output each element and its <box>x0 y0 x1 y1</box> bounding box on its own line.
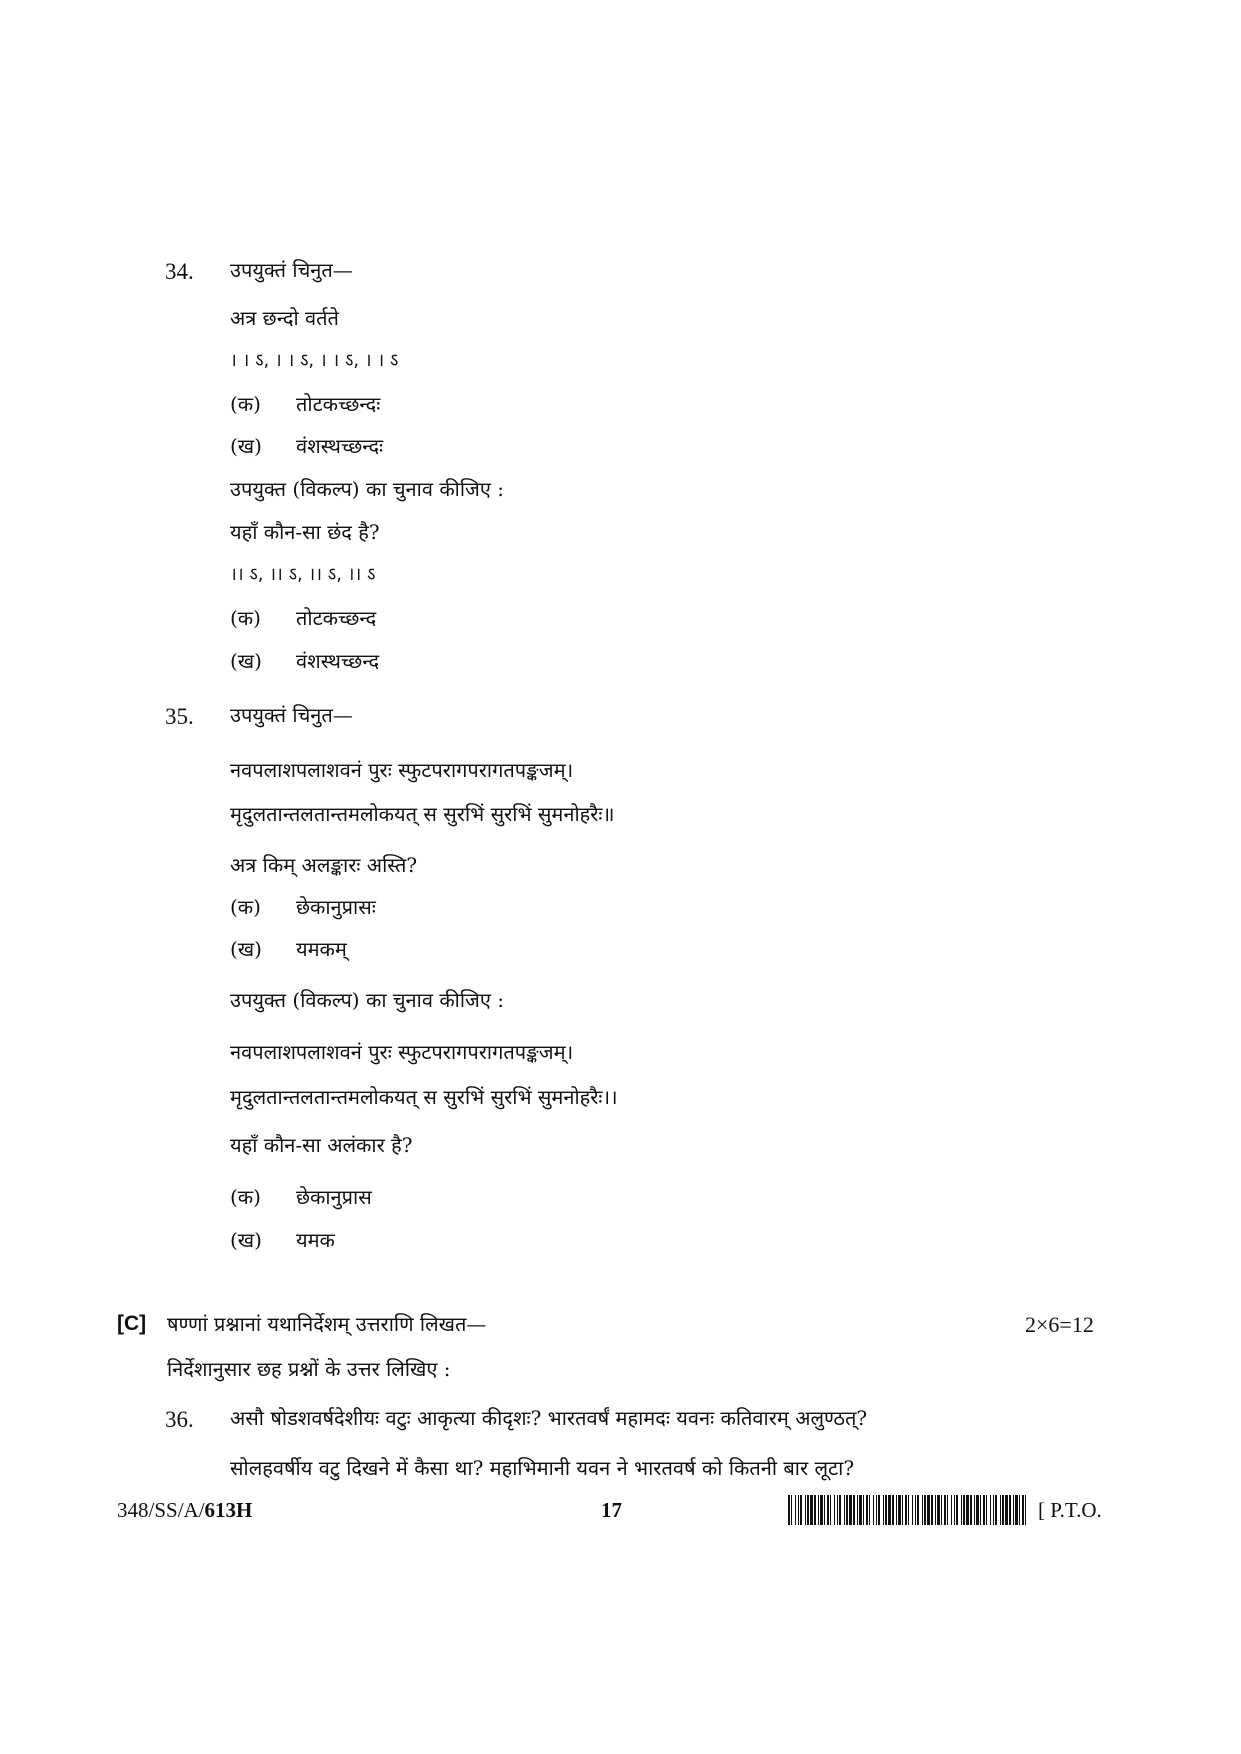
barcode-bar <box>846 1495 848 1525</box>
paper-code <box>117 1496 252 1524</box>
barcode-bar <box>844 1495 845 1525</box>
barcode-bar <box>927 1495 930 1525</box>
q34-heading-sanskrit: उपयुक्तं चिनुत— <box>230 258 353 282</box>
barcode-bar <box>995 1495 997 1525</box>
q36-text-sanskrit: असौ षोडशवर्षदेशीयः वटुः आकृत्या कीदृशः? भारतवर्षं महामदः यवनः कतिवारम् अलुण्ठत्? <box>230 1406 868 1430</box>
paper-code-bold: 613H <box>204 1498 253 1522</box>
q35-hindi-option-a-text: छेकानुप्रास <box>296 1185 372 1209</box>
q35-heading-hindi: उपयुक्त (विकल्प) का चुनाव कीजिए : <box>230 988 505 1012</box>
barcode-bar <box>966 1495 969 1525</box>
q36-text-hindi: सोलहवर्षीय वटु दिखने में कैसा था? महाभिमानी यवन ने भारतवर्ष को कितनी बार लूटा? <box>230 1456 855 1480</box>
barcode-bar <box>1022 1495 1024 1525</box>
barcode-bar <box>986 1495 987 1525</box>
q34-heading-hindi: उपयुक्त (विकल्प) का चुनाव कीजिए : <box>230 477 505 501</box>
q35-question-sanskrit: अत्र किम् अलङ्कारः अस्ति? <box>230 853 418 877</box>
barcode-bar <box>878 1495 880 1525</box>
barcode-bar <box>810 1495 813 1525</box>
section-c-marks: 2×6=12 <box>1025 1312 1094 1337</box>
barcode-bar <box>892 1495 894 1525</box>
barcode-bar <box>961 1495 962 1525</box>
barcode-bar <box>837 1495 838 1525</box>
barcode-bar <box>947 1495 948 1525</box>
q34-hindi-option-b-label: (ख) <box>230 649 262 673</box>
barcode-bar <box>944 1495 946 1525</box>
question-number-36: 36. <box>165 1407 194 1432</box>
q35-option-a-label: (क) <box>230 895 261 919</box>
q35-heading-sanskrit: उपयुक्तं चिनुत— <box>230 703 353 727</box>
barcode-bar <box>869 1495 870 1525</box>
barcode-bar <box>824 1495 825 1525</box>
barcode-bar <box>1019 1495 1020 1525</box>
barcode-bar <box>912 1495 913 1525</box>
barcode-bar <box>1009 1495 1011 1525</box>
barcode-bar <box>1005 1495 1008 1525</box>
barcode-bar <box>863 1495 864 1525</box>
barcode-bar <box>800 1495 802 1525</box>
barcode-bar <box>888 1495 891 1525</box>
paper-code-prefix: 348/SS/A/ <box>117 1498 205 1522</box>
barcode-bar <box>866 1495 868 1525</box>
barcode-bar <box>898 1495 901 1525</box>
barcode-bar <box>857 1495 858 1525</box>
barcode-bar <box>885 1495 887 1525</box>
barcode-bar <box>873 1495 874 1525</box>
barcode-bar <box>990 1495 991 1525</box>
q34-option-b-text: वंशस्थच्छन्दः <box>296 434 384 458</box>
q35-hindi-option-b-text: यमक <box>296 1228 335 1252</box>
barcode-bar <box>849 1495 852 1525</box>
barcode-bar <box>820 1495 823 1525</box>
q35-option-b-text: यमकम् <box>296 937 347 961</box>
barcode-bar <box>839 1495 841 1525</box>
barcode-bar <box>859 1495 862 1525</box>
barcode-bar <box>795 1495 796 1525</box>
barcode-bar <box>924 1495 926 1525</box>
barcode-bar <box>791 1495 792 1525</box>
barcode-bar <box>807 1495 809 1525</box>
barcode-bar <box>818 1495 819 1525</box>
question-number-35: 35. <box>165 704 194 729</box>
q34-option-a-label: (क) <box>230 392 261 416</box>
barcode-bar <box>983 1495 985 1525</box>
barcode-bar <box>827 1495 829 1525</box>
question-number-34: 34. <box>165 259 194 284</box>
barcode-bar <box>853 1495 855 1525</box>
barcode-bar <box>935 1495 936 1525</box>
barcode-bar <box>922 1495 923 1525</box>
q35-hindi-option-a-label: (क) <box>230 1185 261 1209</box>
barcode-bar <box>980 1495 981 1525</box>
section-c-label: [C] <box>117 1312 147 1335</box>
barcode-image <box>788 1495 1028 1525</box>
barcode-bar <box>883 1495 884 1525</box>
barcode-bar <box>931 1495 933 1525</box>
barcode-bar <box>915 1495 916 1525</box>
barcode-bar <box>805 1495 806 1525</box>
q34-line-hindi: यहाँ कौन-सा छंद है? <box>230 520 380 544</box>
q34-hindi-option-b-text: वंशस्थच्छन्द <box>296 649 380 673</box>
barcode-bar <box>798 1495 799 1525</box>
q35-hindi-option-b-label: (ख) <box>230 1228 262 1252</box>
q34-pattern-hindi: ।। ऽ, ।। ऽ, ।। ऽ, ।। ऽ <box>230 564 376 585</box>
barcode-bar <box>956 1495 958 1525</box>
section-c-instruction-sanskrit: षण्णां प्रश्नानां यथानिर्देशम् उत्तराणि लिखत— <box>167 1312 487 1336</box>
q35-option-b-label: (ख) <box>230 937 262 961</box>
barcode-bar <box>951 1495 952 1525</box>
barcode-bar <box>974 1495 975 1525</box>
barcode-bar <box>1015 1495 1018 1525</box>
q34-hindi-option-a-label: (क) <box>230 606 261 630</box>
barcode-bar <box>830 1495 831 1525</box>
barcode-bar <box>1013 1495 1014 1525</box>
barcode-bar <box>937 1495 940 1525</box>
barcode-bar <box>902 1495 903 1525</box>
barcode-bar <box>954 1495 955 1525</box>
q34-pattern-sanskrit: । । ऽ, । । ऽ, । । ऽ, । । ऽ <box>230 350 399 371</box>
q34-hindi-option-a-text: तोटकच्छन्द <box>296 606 377 630</box>
barcode-bar <box>876 1495 877 1525</box>
q35-verse2-hindi: मृदुलतान्तलतान्तमलोकयत् स सुरभिं सुरभिं सुमनोहरैः।। <box>230 1085 618 1109</box>
q34-option-b-label: (ख) <box>230 434 262 458</box>
barcode-bar <box>908 1495 909 1525</box>
barcode-bar <box>1025 1495 1026 1525</box>
barcode-bar <box>963 1495 965 1525</box>
q35-verse2-sanskrit: मृदुलतान्तलतान्तमलोकयत् स सुरभिं सुरभिं सुमनोहरैः॥ <box>230 802 615 826</box>
barcode-bar <box>1000 1495 1001 1525</box>
q34-option-a-text: तोटकच्छन्दः <box>296 392 381 416</box>
section-c-instruction-hindi: निर्देशानुसार छह प्रश्नों के उत्तर लिखिए : <box>167 1357 451 1381</box>
barcode-bar <box>1002 1495 1004 1525</box>
barcode-bar <box>976 1495 979 1525</box>
barcode-bar <box>941 1495 942 1525</box>
barcode-bar <box>896 1495 897 1525</box>
barcode-bar <box>993 1495 994 1525</box>
barcode-bar <box>905 1495 907 1525</box>
pto-label: [ P.T.O. <box>1038 1498 1102 1522</box>
q35-verse1-sanskrit: नवपलाशपलाशवनं पुरः स्फुटपरागपरागतपङ्कजम्। <box>230 758 574 782</box>
barcode-bar <box>814 1495 816 1525</box>
page-number: 17 <box>601 1498 622 1522</box>
barcode-bar <box>917 1495 919 1525</box>
barcode-bar <box>970 1495 972 1525</box>
barcode-bar <box>834 1495 835 1525</box>
q35-verse1-hindi: नवपलाशपलाशवनं पुरः स्फुटपरागपरागतपङ्कजम्। <box>230 1040 574 1064</box>
q35-option-a-text: छेकानुप्रासः <box>296 895 376 919</box>
barcode-bar <box>788 1495 790 1525</box>
q34-line-sanskrit: अत्र छन्दो वर्तते <box>230 306 339 330</box>
q35-question-hindi: यहाँ कौन-सा अलंकार है? <box>230 1133 413 1157</box>
